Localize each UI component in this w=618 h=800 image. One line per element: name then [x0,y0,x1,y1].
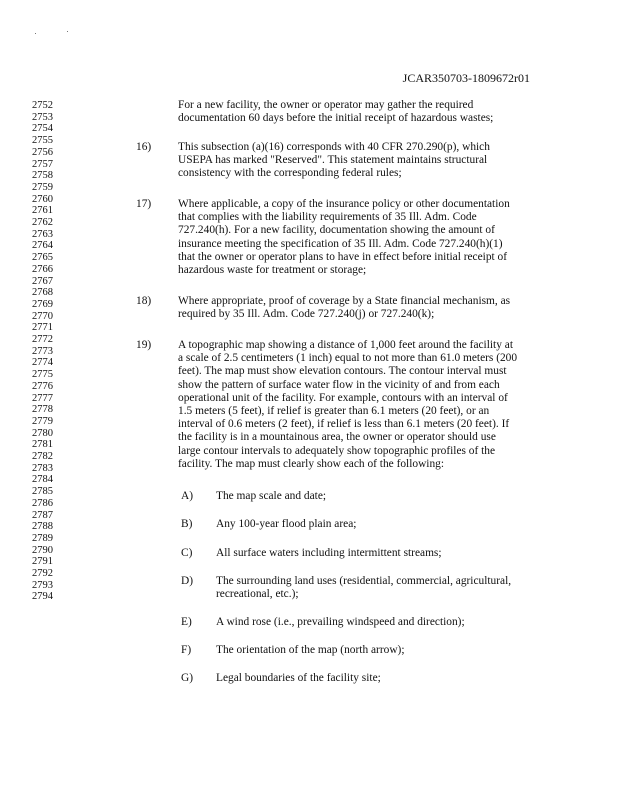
line-number: 2767 [32,275,53,287]
line-number: 2780 [32,427,53,439]
line-number: 2769 [32,298,53,310]
subitem-f [216,644,556,657]
line-number: 2784 [32,474,53,486]
line-number: 2775 [32,369,53,381]
line-number: 2764 [32,240,53,252]
line-number: 2754 [32,123,53,135]
subitem-c [216,547,556,560]
line-number: 2779 [32,415,53,427]
text-line: hazardous waste for treatment or storage; [178,264,367,277]
subsection-17 [178,198,578,277]
line-number: 2752 [32,100,53,111]
text-line: A wind rose (i.e., prevailing windspeed and direction); [216,616,465,628]
subitem-d [216,575,556,601]
text-line: that the owner or operator plans to have in effect before initial receipt of [178,250,508,263]
line-number: 2768 [32,287,53,299]
line-number: 2793 [32,579,53,591]
subitem-g [216,672,556,685]
text-line: Where applicable, a copy of the insurance policy or other documentation [178,198,510,210]
text-line: the facility is in a mountainous area, the owner or operator should use [178,431,496,444]
text-line: 727.240(h). For a new facility, documentation showing the amount of [178,224,495,237]
line-number: 2771 [32,322,53,334]
text-line: For a new facility, the owner or operator may gather the required [178,99,474,111]
line-number: 2770 [32,310,53,322]
text-line: documentation 60 days before the initial receipt of hazardous wastes; [178,112,494,125]
line-number: 2790 [32,544,53,556]
line-number: 2794 [32,591,53,603]
text-line: This subsection (a)(16) corresponds with 40 CFR 270.290(p), which [178,141,490,153]
text-line: consistency with the corresponding federal rules; [178,167,402,180]
list-marker: C) [181,547,193,559]
text-line: The surrounding land uses (residential, commercial, agricultural, [216,575,512,587]
subsection-16 [178,141,578,181]
line-number: 2765 [32,252,53,264]
line-number: 2766 [32,263,53,275]
subitem-b [216,518,556,531]
text-line: Any 100-year flood plain area; [216,518,357,530]
intro-paragraph [178,99,578,125]
line-number: 2759 [32,181,53,193]
text-line: Legal boundaries of the facility site; [216,672,381,684]
text-line: a scale of 2.5 centimeters (1 inch) equal to not more than 61.0 meters (200 [178,352,518,365]
line-number: 2774 [32,357,53,369]
text-line: The map scale and date; [216,490,327,502]
text-line: Where appropriate, proof of coverage by a State financial mechanism, as [178,295,511,307]
list-marker: G) [181,672,194,684]
line-number: 2781 [32,439,53,451]
subitem-a [216,490,556,503]
line-number: 2773 [32,345,53,357]
list-marker: 18) [136,295,152,307]
text-line: feet). The map must show elevation contours. The contour interval must [178,365,507,378]
subsection-19 [178,339,578,471]
line-number: 2789 [32,532,53,544]
text-line: that complies with the liability requirements of 35 Ill. Adm. Code [178,211,477,224]
line-number: 2762 [32,217,53,228]
text-line: recreational, etc.); [216,588,299,601]
text-line: show the pattern of surface water flow in the vicinity of and from each [178,378,500,391]
text-line: A topographic map showing a distance of 1,000 feet around the facility at [178,339,513,351]
text-line: USEPA has marked "Reserved". This statement maintains structural [178,154,488,167]
list-marker: 17) [136,198,152,210]
text-line: All surface waters including intermittent streams; [216,547,442,559]
line-number: 2758 [32,170,53,182]
line-number: 2786 [32,497,53,509]
line-number: 2787 [32,509,53,521]
line-number: 2788 [32,521,53,533]
list-marker: F) [181,644,192,656]
line-number: 2753 [32,111,53,123]
text-line: operational unit of the facility. For example, contours with an interval of [178,391,508,404]
text-line: required by 35 Ill. Adm. Code 727.240(j) or 727.240(k); [178,308,435,321]
subsection-18 [178,295,578,321]
line-number: 2777 [32,392,53,404]
scan-speck [35,33,36,34]
line-number: 2755 [32,135,53,147]
line-number: 2776 [32,380,53,392]
line-number: 2791 [32,556,53,568]
line-number: 2792 [32,568,53,579]
line-number: 2756 [32,146,53,158]
line-number: 2763 [32,228,53,240]
line-number: 2772 [32,334,53,345]
subitem-e [216,616,556,629]
line-number: 2761 [32,205,53,217]
list-marker: B) [181,518,193,530]
text-line: large contour intervals to adequately show topographic profiles of the [178,444,496,457]
line-number: 2782 [32,451,53,462]
list-marker: A) [181,490,194,502]
line-number: 2760 [32,193,53,205]
list-marker: E) [181,616,192,628]
text-line: interval of 0.6 meters (2 feet), if relief is less than 6.1 meters (20 feet). If [178,418,510,431]
text-line: 1.5 meters (5 feet), if relief is greater than 6.1 meters (20 feet), or an [178,405,490,418]
text-line: facility. The map must clearly show each of the following: [178,457,445,470]
document-id: JCAR350703-1809672r01 [402,71,530,85]
line-number: 2785 [32,486,53,498]
text-line: insurance meeting the specification of 35 Ill. Adm. Code 727.240(h)(1) [178,237,503,250]
text-line: The orientation of the map (north arrow); [216,644,405,656]
line-number: 2778 [32,404,53,416]
scan-speck [67,31,68,32]
line-number: 2757 [32,158,53,170]
list-marker: 16) [136,141,152,153]
line-number: 2783 [32,462,53,474]
list-marker: D) [181,575,194,587]
list-marker: 19) [136,339,152,351]
